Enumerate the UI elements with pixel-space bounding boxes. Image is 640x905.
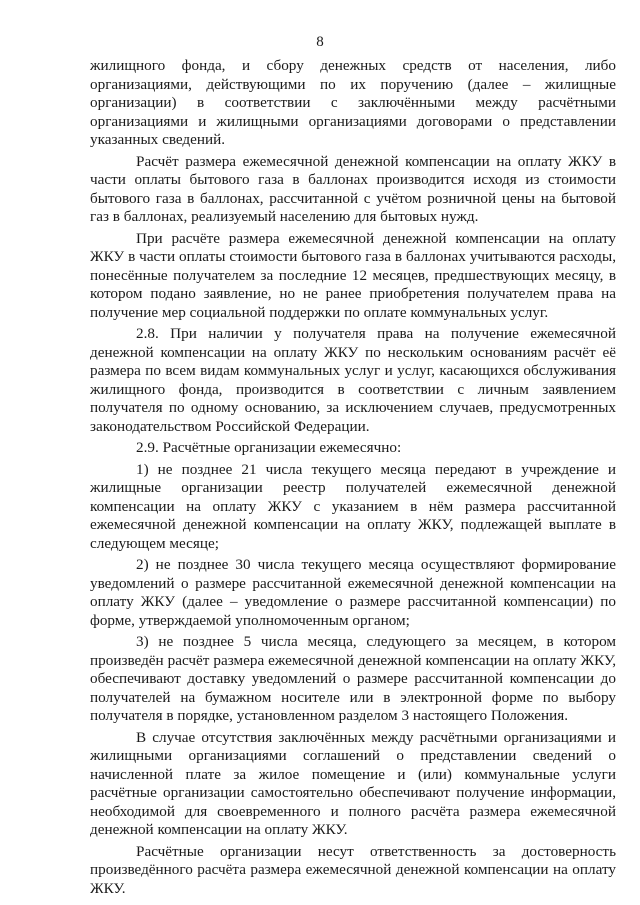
- paragraph-2-9: 2.9. Расчётные организации ежемесячно:: [136, 439, 402, 456]
- document-body: [90, 57, 616, 901]
- paragraph-gas-expenses: При расчёте размера ежемесячной денежной компенсации на оплату ЖКУ в части оплаты стоимости бытового газа в баллонах учитываются расходы, понесённые получателем за последние 12 месяцев, предшествующих месяцу, в котором подано заявление, но не ранее приобретения получателем права на получение мер социальной поддержки по оплате коммунальных услуг.: [90, 229, 616, 321]
- list-item-1: 1) не позднее 21 числа текущего месяца передают в учреждение и жилищные организации реестр получателей ежемесячной денежной компенсации на оплату ЖКУ с указанием в нём размера рассчитанной ежемесячной денежной компенсации на оплату ЖКУ, подлежащей выплате в следующем месяце;: [90, 460, 616, 552]
- paragraph-no-agreements: В случае отсутствия заключённых между расчётными организациями и жилищными организациями соглашений о представлении сведений о начисленной плате за жилое помещение и (или) коммунальные услуги расчётные организации самостоятельно обеспечивают получение информации, необходимой для своевременного и полного расчёта размера ежемесячной денежной компенсации на оплату ЖКУ.: [90, 728, 616, 838]
- list-item-3: 3) не позднее 5 числа месяца, следующего за месяцем, в котором произведён расчёт размера ежемесячной денежной компенсации на оплату ЖКУ, обеспечивают доставку уведомлений о размере рассчитанной компенсации до получателей на бумажном носителе или в электронной форме по выбору получателя в порядке, установленном разделом 3 настоящего Положения.: [90, 633, 616, 724]
- list-item-2: 2) не позднее 30 числа текущего месяца осуществляют формирование уведомлений о размере рассчитанной ежемесячной денежной компенсации на оплату ЖКУ (далее – уведомление о размере рассчитанной компенсации) по форме, утверждаемой уполномоченным органом;: [90, 556, 616, 629]
- paragraph-responsibility: Расчётные организации несут ответственность за достоверность произведённого расчёта размера ежемесячной денежной компенсации на оплату ЖКУ.: [90, 842, 616, 897]
- page-number: 8: [316, 34, 324, 50]
- paragraph-continuation: жилищного фонда, и сбору денежных средств от населения, либо организациями, действующими по их поручению (далее – жилищные организации) в соответствии с заключёнными между расчётными организациями и жилищными организациями договорами о представлении указанных сведений.: [90, 57, 616, 148]
- paragraph-gas-calculation: Расчёт размера ежемесячной денежной компенсации на оплату ЖКУ в части оплаты бытового газа в баллонах производится исходя из стоимости бытового газа в баллонах, рассчитанной с учётом розничной цены на бытовой газ в баллонах, реализуемый населению для бытовых нужд.: [90, 152, 616, 225]
- paragraph-2-8: 2.8. При наличии у получателя права на получение ежемесячной денежной компенсации на оплату ЖКУ по нескольким основаниям расчёт её размера по всем видам коммунальных услуг и услуг, касающихся обслуживания жилищного фонда, производится в соответствии с личным заявлением получателя по одному основанию, за исключением случаев, предусмотренных законодательством Российской Федерации.: [90, 325, 616, 435]
